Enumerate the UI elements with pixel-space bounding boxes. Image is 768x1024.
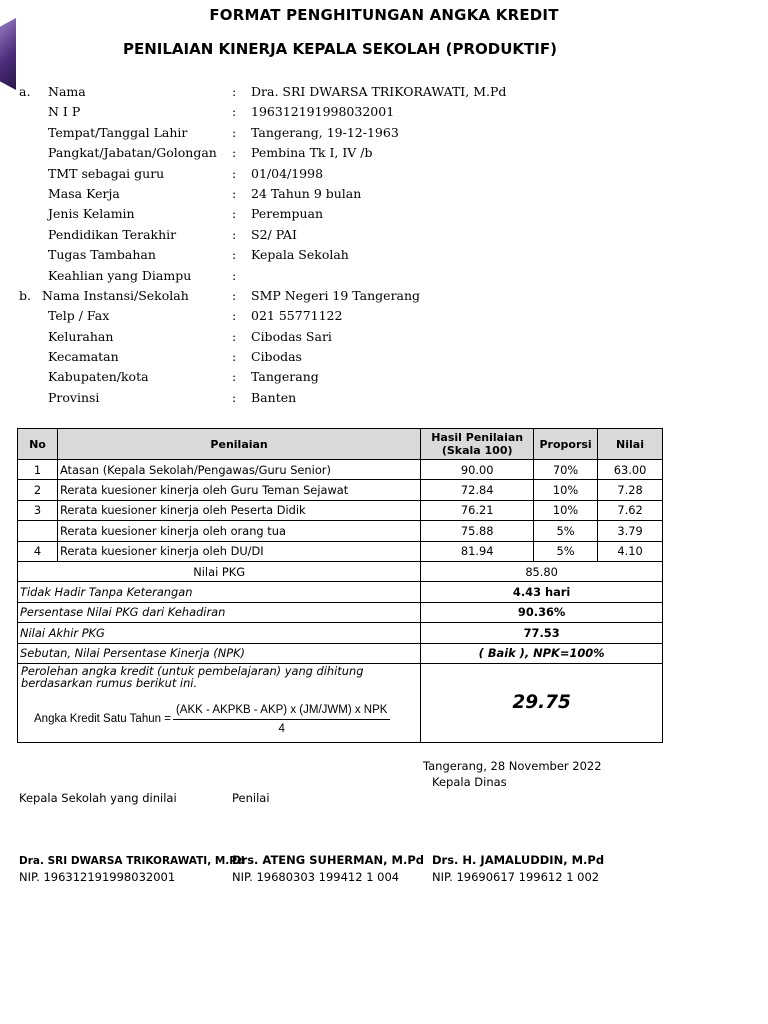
info-row-nama [0, 82, 768, 102]
info-value: Kepala Sekolah [251, 247, 349, 263]
info-row-kecamatan [0, 347, 768, 367]
info-value: Cibodas Sari [251, 328, 332, 344]
info-label: Kecamatan [48, 349, 119, 365]
info-label: Pangkat/Jabatan/Golongan [48, 145, 217, 161]
identity-section [0, 82, 768, 408]
info-value: 01/04/1998 [251, 165, 324, 181]
info-row-kelurahan [0, 327, 768, 347]
assessment-table [17, 428, 663, 743]
info-value: Pembina Tk I, IV /b [251, 145, 373, 161]
header-nilai: Nilai [598, 429, 663, 460]
table-row [18, 460, 663, 480]
info-label: Tugas Tambahan [48, 247, 156, 263]
header-hasil: Hasil Penilaian (Skala 100) [421, 429, 534, 460]
summary-label: Persentase Nilai PKG dari Kehadiran [18, 602, 421, 622]
cell-hasil: 81.94 [421, 541, 534, 561]
table-row [18, 480, 663, 500]
kepala-sekolah-name: Dra. SRI DWARSA TRIKORAWATI, M.Pd [19, 855, 245, 867]
info-label: Kelurahan [48, 328, 114, 344]
info-row-nip [0, 102, 768, 122]
info-label: Telp / Fax [48, 308, 110, 324]
info-label: Keahlian yang Diampu [48, 267, 192, 283]
info-colon: : [232, 145, 237, 161]
info-value: Perempuan [251, 206, 324, 222]
summary-label: Sebutan, Nilai Persentase Kinerja (NPK) [18, 643, 421, 663]
summary-value: 90.36% [421, 602, 663, 622]
kepala-dinas-name: Drs. H. JAMALUDDIN, M.Pd [432, 853, 605, 867]
kepala-dinas-nip: NIP. 19690617 199612 1 002 [432, 870, 600, 884]
info-colon: : [232, 84, 237, 99]
info-colon: : [232, 369, 237, 385]
summary-value: ( Baik ), NPK=100% [421, 643, 663, 663]
kepala-sekolah-title: Kepala Sekolah yang dinilai [19, 791, 177, 805]
info-label: TMT sebagai guru [48, 165, 165, 181]
cell-penilaian: Rerata kuesioner kinerja oleh Peserta Didik [57, 500, 420, 520]
info-value: Tangerang [251, 369, 319, 385]
info-value: Cibodas [251, 349, 302, 365]
summary-label: Tidak Hadir Tanpa Keterangan [18, 582, 421, 602]
info-row-tmt [0, 164, 768, 184]
info-value: 196312191998032001 [251, 104, 395, 120]
cell-hasil: 76.21 [421, 500, 534, 520]
info-row-keahlian [0, 266, 768, 286]
summary-row [18, 623, 663, 643]
penilai-name: Drs. ATENG SUHERMAN, M.Pd [232, 853, 424, 867]
place-date: Tangerang, 28 November 2022 [423, 759, 602, 773]
formula-description: Perolehan angka kredit (untuk pembelajaran) yang dihitung berdasarkan rumus berikut ini. [21, 663, 364, 690]
info-row-kabupaten [0, 367, 768, 387]
info-row-provinsi [0, 388, 768, 408]
cell-penilaian: Rerata kuesioner kinerja oleh Guru Teman Sejawat [57, 480, 420, 500]
table-row [18, 500, 663, 520]
cell-penilaian: Rerata kuesioner kinerja oleh orang tua [57, 521, 420, 541]
info-value: Tangerang, 19-12-1963 [251, 124, 399, 140]
info-row-telp [0, 306, 768, 326]
formula-row [18, 663, 663, 742]
cell-no: 3 [18, 500, 58, 520]
kepala-sekolah-nip: NIP. 196312191998032001 [19, 870, 176, 884]
info-colon: : [232, 185, 237, 201]
info-value: SMP Negeri 19 Tangerang [251, 287, 421, 303]
header-proporsi: Proporsi [534, 429, 598, 460]
cell-nilai: 7.28 [598, 480, 663, 500]
kepala-dinas-title: Kepala Dinas [432, 775, 507, 789]
table-row [18, 541, 663, 561]
info-row-instansi [0, 286, 768, 306]
summary-row [18, 643, 663, 663]
info-row-masa-kerja [0, 184, 768, 204]
cell-proporsi: 70% [534, 460, 598, 480]
summary-row [18, 602, 663, 622]
info-colon: : [232, 287, 237, 303]
cell-proporsi: 5% [534, 541, 598, 561]
section-marker: b. [19, 287, 31, 303]
cell-penilaian: Rerata kuesioner kinerja oleh DU/DI [57, 541, 420, 561]
info-colon: : [232, 349, 237, 365]
cell-nilai: 4.10 [598, 541, 663, 561]
formula-cell [18, 663, 421, 742]
cell-hasil: 75.88 [421, 521, 534, 541]
nilai-pkg-value: 85.80 [421, 561, 663, 581]
cell-hasil: 90.00 [421, 460, 534, 480]
summary-value: 77.53 [421, 623, 663, 643]
info-colon: : [232, 124, 237, 140]
cell-nilai: 63.00 [598, 460, 663, 480]
formula-fraction [173, 704, 391, 735]
info-value: Dra. SRI DWARSA TRIKORAWATI, M.Pd [251, 84, 507, 99]
info-row-jenis-kelamin [0, 204, 768, 224]
info-row-pendidikan [0, 225, 768, 245]
cell-nilai: 3.79 [598, 521, 663, 541]
document-subtitle: PENILAIAN KINERJA KEPALA SEKOLAH (PRODUKTIF) [123, 40, 557, 58]
info-colon: : [232, 389, 237, 405]
info-row-tugas-tambahan [0, 245, 768, 265]
info-label: Tempat/Tanggal Lahir [48, 124, 188, 140]
cell-no [18, 521, 58, 541]
info-value: 24 Tahun 9 bulan [251, 185, 362, 201]
nilai-pkg-row [18, 561, 663, 581]
cell-nilai: 7.62 [598, 500, 663, 520]
document-title: FORMAT PENGHITUNGAN ANGKA KREDIT [209, 6, 559, 24]
cell-penilaian: Atasan (Kepala Sekolah/Pengawas/Guru Senior) [57, 460, 420, 480]
info-label: Nama [48, 84, 86, 99]
info-row-pangkat [0, 143, 768, 163]
info-colon: : [232, 104, 237, 120]
info-colon: : [232, 226, 237, 242]
info-value: S2/ PAI [251, 226, 297, 242]
table-row [18, 521, 663, 541]
summary-value: 4.43 hari [421, 582, 663, 602]
nilai-pkg-label: Nilai PKG [18, 561, 421, 581]
info-colon: : [232, 247, 237, 263]
info-value: 021 55771122 [251, 308, 343, 324]
summary-row [18, 582, 663, 602]
info-label: Nama Instansi/Sekolah [42, 287, 189, 303]
info-colon: : [232, 328, 237, 344]
cell-hasil: 72.84 [421, 480, 534, 500]
formula-lhs: Angka Kredit Satu Tahun = [34, 713, 171, 726]
info-value: Banten [251, 389, 297, 405]
formula-numerator: (AKK - AKPKB - AKP) x (JM/JWM) x NPK [173, 704, 391, 720]
header-no: No [18, 429, 58, 460]
cell-no: 1 [18, 460, 58, 480]
info-label: Kabupaten/kota [48, 369, 149, 385]
info-label: Pendidikan Terakhir [48, 226, 177, 242]
section-marker: a. [19, 84, 31, 99]
cell-proporsi: 5% [534, 521, 598, 541]
info-row-tempat-lahir [0, 123, 768, 143]
table-header-row [18, 429, 663, 460]
header-penilaian: Penilaian [57, 429, 420, 460]
formula-denominator: 4 [278, 722, 285, 735]
info-colon: : [232, 165, 237, 181]
cell-proporsi: 10% [534, 480, 598, 500]
info-colon: : [232, 267, 237, 283]
info-colon: : [232, 206, 237, 222]
info-label: Masa Kerja [48, 185, 120, 201]
penilai-nip: NIP. 19680303 199412 1 004 [232, 870, 400, 884]
info-label: N I P [48, 104, 81, 120]
cell-proporsi: 10% [534, 500, 598, 520]
angka-kredit-value: 29.75 [421, 663, 663, 742]
penilai-title: Penilai [232, 791, 270, 805]
info-label: Provinsi [48, 389, 100, 405]
info-label: Jenis Kelamin [48, 206, 135, 222]
cell-no: 2 [18, 480, 58, 500]
cell-no: 4 [18, 541, 58, 561]
info-colon: : [232, 308, 237, 324]
formula [34, 704, 390, 735]
summary-label: Nilai Akhir PKG [18, 623, 421, 643]
